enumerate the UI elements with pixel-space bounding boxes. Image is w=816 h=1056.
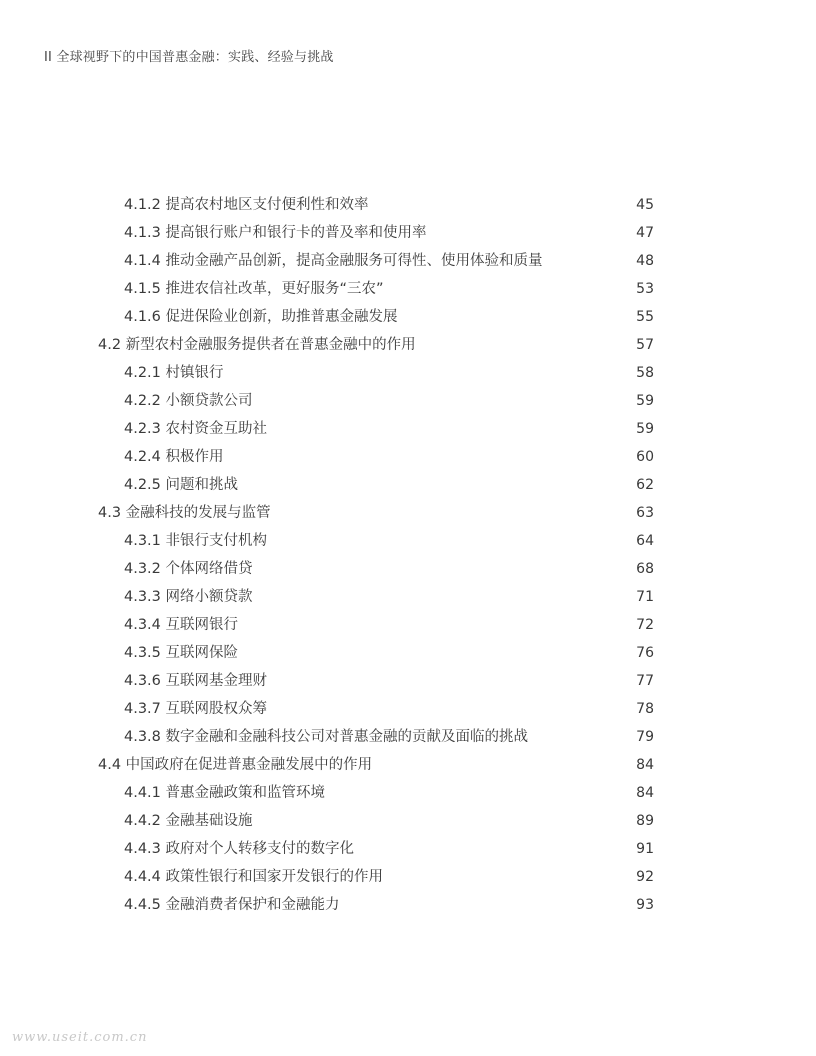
toc-entry-page-number: 57 (636, 337, 654, 353)
toc-entry (0, 334, 816, 362)
toc-entry-title: 4.4.1 普惠金融政策和监管环境 (124, 785, 326, 801)
toc-entry-title: 4.1.6 促进保险业创新，助推普惠金融发展 (124, 309, 398, 325)
toc-entry-page-number: 48 (636, 253, 654, 269)
toc-entry-page-number: 91 (636, 841, 654, 857)
toc-entry-title: 4.1.4 推动金融产品创新，提高金融服务可得性、使用体验和质量 (124, 253, 543, 269)
toc-entry-page-number: 92 (636, 869, 654, 885)
toc-entry-page-number: 45 (636, 197, 654, 213)
toc-entry-title: 4.4 中国政府在促进普惠金融发展中的作用 (98, 757, 373, 773)
toc-entry-title: 4.4.2 金融基础设施 (124, 813, 253, 829)
toc-entry-page-number: 59 (636, 393, 654, 409)
running-header: II 全球视野下的中国普惠金融：实践、经验与挑战 (44, 50, 334, 65)
toc-entry (0, 782, 816, 810)
toc-entry-title: 4.2.3 农村资金互助社 (124, 421, 268, 437)
toc-entry (0, 306, 816, 334)
toc-entry (0, 194, 816, 222)
toc-entry-title: 4.1.5 推进农信社改革，更好服务“三农” (124, 281, 384, 297)
toc-entry-page-number: 58 (636, 365, 654, 381)
toc-entry-page-number: 64 (636, 533, 654, 549)
toc-entry-page-number: 62 (636, 477, 654, 493)
toc-entry (0, 278, 816, 306)
toc-entry (0, 894, 816, 922)
toc-entry-title: 4.2.4 积极作用 (124, 449, 224, 465)
toc-entry-page-number: 47 (636, 225, 654, 241)
watermark: www.useit.com.cn (12, 1030, 148, 1045)
toc-entry (0, 670, 816, 698)
toc-entry (0, 250, 816, 278)
toc-entry-title: 4.2.2 小额贷款公司 (124, 393, 253, 409)
toc-entry (0, 222, 816, 250)
toc-entry (0, 362, 816, 390)
toc-entry-page-number: 78 (636, 701, 654, 717)
toc-entry (0, 698, 816, 726)
toc-entry (0, 558, 816, 586)
toc-entry-title: 4.3.6 互联网基金理财 (124, 673, 268, 689)
toc-entry-page-number: 84 (636, 785, 654, 801)
toc-entry-title: 4.4.5 金融消费者保护和金融能力 (124, 897, 340, 913)
toc-entry (0, 726, 816, 754)
toc-entry-title: 4.3.2 个体网络借贷 (124, 561, 253, 577)
toc-entry-page-number: 84 (636, 757, 654, 773)
toc-entry (0, 614, 816, 642)
toc-entry (0, 754, 816, 782)
toc-entry (0, 530, 816, 558)
toc-entry-page-number: 59 (636, 421, 654, 437)
toc-entry (0, 474, 816, 502)
toc-entry (0, 502, 816, 530)
toc-entry-page-number: 53 (636, 281, 654, 297)
toc-entry-title: 4.3.8 数字金融和金融科技公司对普惠金融的贡献及面临的挑战 (124, 729, 529, 745)
toc-entry-title: 4.4.4 政策性银行和国家开发银行的作用 (124, 869, 384, 885)
toc-entry-title: 4.3.7 互联网股权众筹 (124, 701, 268, 717)
toc-entry-title: 4.3.1 非银行支付机构 (124, 533, 268, 549)
toc-entry (0, 810, 816, 838)
toc-entry-page-number: 93 (636, 897, 654, 913)
toc-entry (0, 390, 816, 418)
toc-entry-page-number: 76 (636, 645, 654, 661)
toc-entry (0, 642, 816, 670)
toc-entry-page-number: 77 (636, 673, 654, 689)
toc-entry-title: 4.1.3 提高银行账户和银行卡的普及率和使用率 (124, 225, 427, 241)
toc-entry-title: 4.3.3 网络小额贷款 (124, 589, 253, 605)
toc-entry-title: 4.1.2 提高农村地区支付便利性和效率 (124, 197, 369, 213)
toc-entry-page-number: 55 (636, 309, 654, 325)
toc-entry-title: 4.3.4 互联网银行 (124, 617, 239, 633)
toc-entry-page-number: 60 (636, 449, 654, 465)
toc-entry-page-number: 71 (636, 589, 654, 605)
toc-entry-page-number: 89 (636, 813, 654, 829)
toc-entry-title: 4.3 金融科技的发展与监管 (98, 505, 271, 521)
toc-entry (0, 586, 816, 614)
toc-entry (0, 866, 816, 894)
toc-entry (0, 446, 816, 474)
toc-entry-page-number: 79 (636, 729, 654, 745)
toc-entry-title: 4.2.5 问题和挑战 (124, 477, 239, 493)
toc-entry-page-number: 72 (636, 617, 654, 633)
toc-entry-page-number: 63 (636, 505, 654, 521)
toc-entry (0, 838, 816, 866)
toc-entry-title: 4.3.5 互联网保险 (124, 645, 239, 661)
toc-entry (0, 418, 816, 446)
toc-entry-title: 4.2 新型农村金融服务提供者在普惠金融中的作用 (98, 337, 416, 353)
toc-entry-page-number: 68 (636, 561, 654, 577)
toc-entry-title: 4.4.3 政府对个人转移支付的数字化 (124, 841, 355, 857)
toc-entry-title: 4.2.1 村镇银行 (124, 365, 224, 381)
table-of-contents (0, 194, 816, 922)
